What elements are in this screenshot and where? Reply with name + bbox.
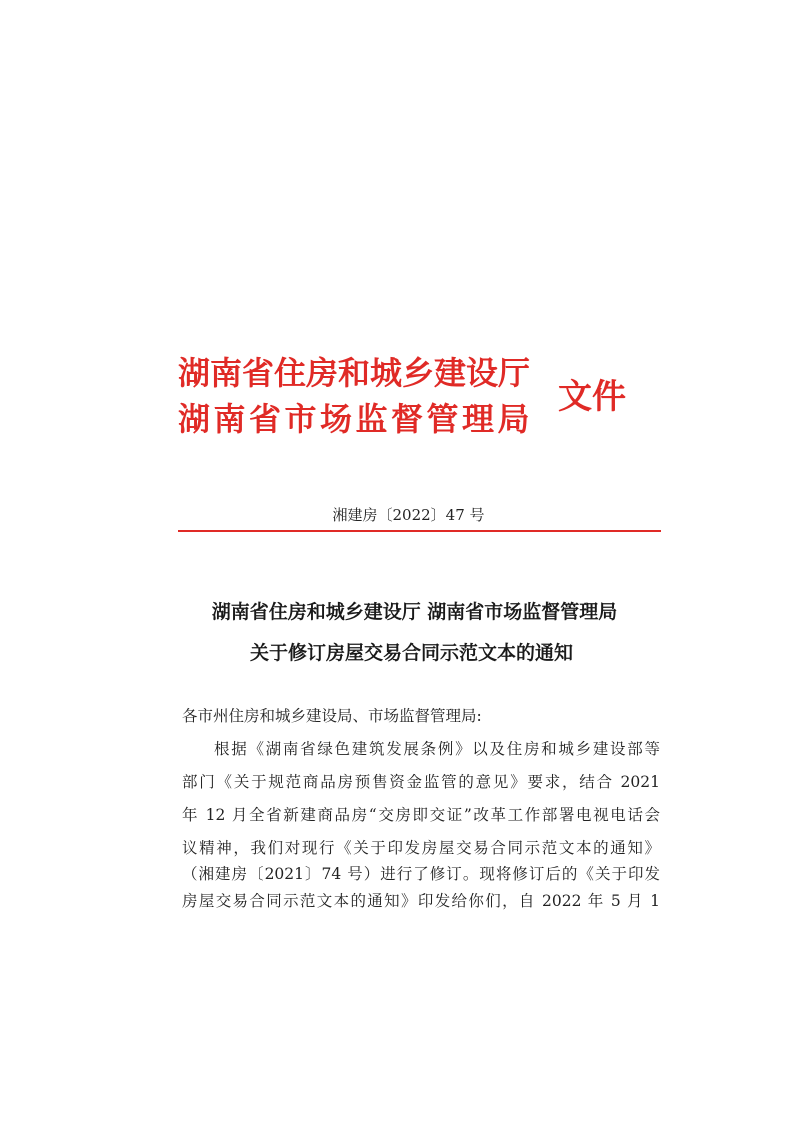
red-divider xyxy=(178,530,661,532)
body-line: 议精神，我们对现行《关于印发房屋交易合同示范文本的通知》 xyxy=(182,839,660,857)
document-suffix: 文件 xyxy=(558,377,626,417)
body-line: （湘建房〔2021〕74 号）进行了修订。现将修订后的《关于印发 xyxy=(182,865,660,883)
document-header xyxy=(178,353,648,445)
body-line: 年 12 月全省新建商品房“交房即交证”改革工作部署电视电话会 xyxy=(182,806,660,824)
issuer-name-2: 湖南省市场监督管理局 xyxy=(178,400,534,438)
salutation: 各市州住房和城乡建设局、市场监督管理局: xyxy=(182,707,482,725)
notice-title-line-2: 关于修订房屋交易合同示范文本的通知 xyxy=(249,642,573,664)
notice-title-line-1: 湖南省住房和城乡建设厅 湖南省市场监督管理局 xyxy=(211,601,618,623)
body-line: 部门《关于规范商品房预售资金监管的意见》要求，结合 2021 xyxy=(182,773,660,791)
body-line: 房屋交易合同示范文本的通知》印发给你们，自 2022 年 5 月 1 xyxy=(182,892,660,910)
document-number: 湘建房〔2022〕47 号 xyxy=(332,506,485,524)
issuer-name-1: 湖南省住房和城乡建设厅 xyxy=(178,354,531,392)
body-line: 根据《湖南省绿色建筑发展条例》以及住房和城乡建设部等 xyxy=(214,740,660,758)
